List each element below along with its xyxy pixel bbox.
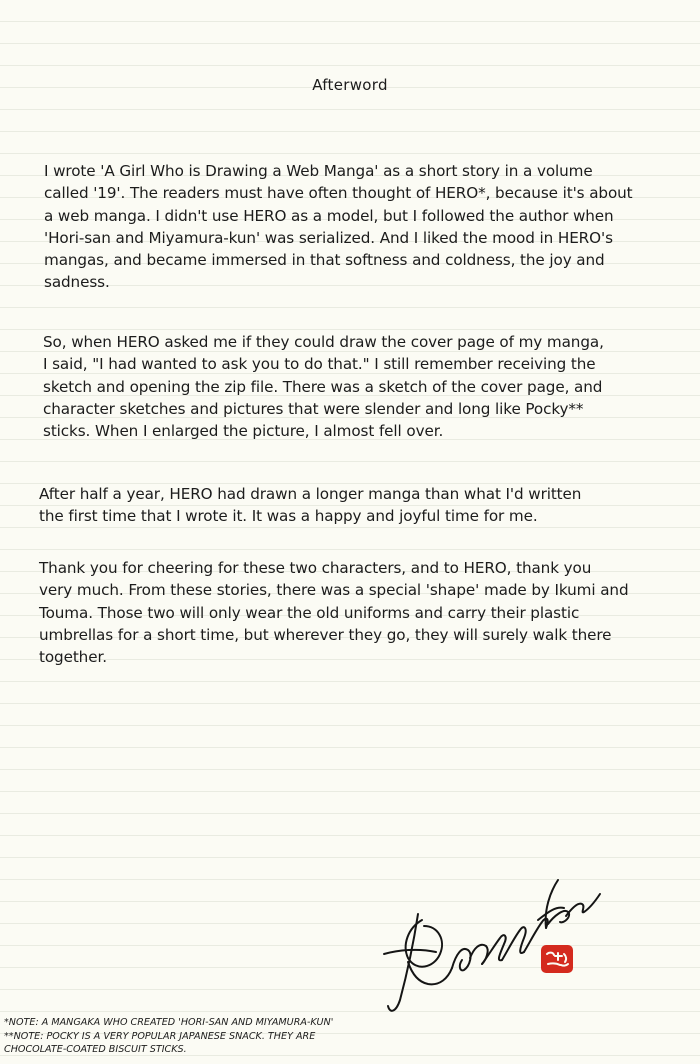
paragraph-line: character sketches and pictures that were slender and long like Pocky** [43,399,584,418]
paragraph-line: very much. From these stories, there was a special 'shape' made by Ikumi and [39,581,629,600]
paragraph-line: Touma. Those two will only wear the old uniforms and carry their plastic [39,603,580,622]
paragraph-line: umbrellas for a short time, but wherever they go, they will surely walk there [39,625,612,644]
paragraph-line: the first time that I wrote it. It was a happy and joyful time for me. [39,507,538,526]
handwritten-signature [378,850,608,1020]
footnotes [4,1016,333,1057]
paragraph-4 [39,557,629,668]
paragraph-line: 'Hori-san and Miyamura-kun' was serialized. And I liked the mood in HERO's [44,228,613,247]
paragraph-line: a web manga. I didn't use HERO as a model, but I followed the author when [44,206,614,225]
paragraph-line: called '19'. The readers must have often thought of HERO*, because it's about [44,184,633,203]
paragraph-line: Thank you for cheering for these two characters, and to HERO, thank you [39,559,592,577]
paragraph-1 [44,160,633,294]
paragraph-line: mangas, and became immersed in that softness and coldness, the joy and [44,251,605,270]
footnote: CHOCOLATE-COATED BISCUIT STICKS. [4,1044,187,1055]
footnote: **NOTE: POCKY IS A VERY POPULAR JAPANESE SNACK. THEY ARE [4,1030,316,1042]
red-seal-stamp [540,944,574,974]
paragraph-line: sketch and opening the zip file. There was a sketch of the cover page, and [43,377,603,396]
footnote: *NOTE: A MANGAKA WHO CREATED 'HORI-SAN AND MIYAMURA-KUN' [4,1017,334,1028]
paragraph-3 [39,483,581,528]
paragraph-2 [43,331,604,442]
paragraph-line: I wrote 'A Girl Who is Drawing a Web Manga' as a short story in a volume [44,162,593,180]
paragraph-line: sadness. [44,273,110,292]
paragraph-line: together. [39,648,107,667]
paragraph-line: sticks. When I enlarged the picture, I almost fell over. [43,422,444,441]
paragraph-line: So, when HERO asked me if they could draw the cover page of my manga, [43,333,604,351]
page-title: Afterword [312,76,388,94]
paragraph-line: After half a year, HERO had drawn a longer manga than what I'd written [39,485,582,503]
paragraph-line: I said, "I had wanted to ask you to do that." I still remember receiving the [43,355,596,374]
